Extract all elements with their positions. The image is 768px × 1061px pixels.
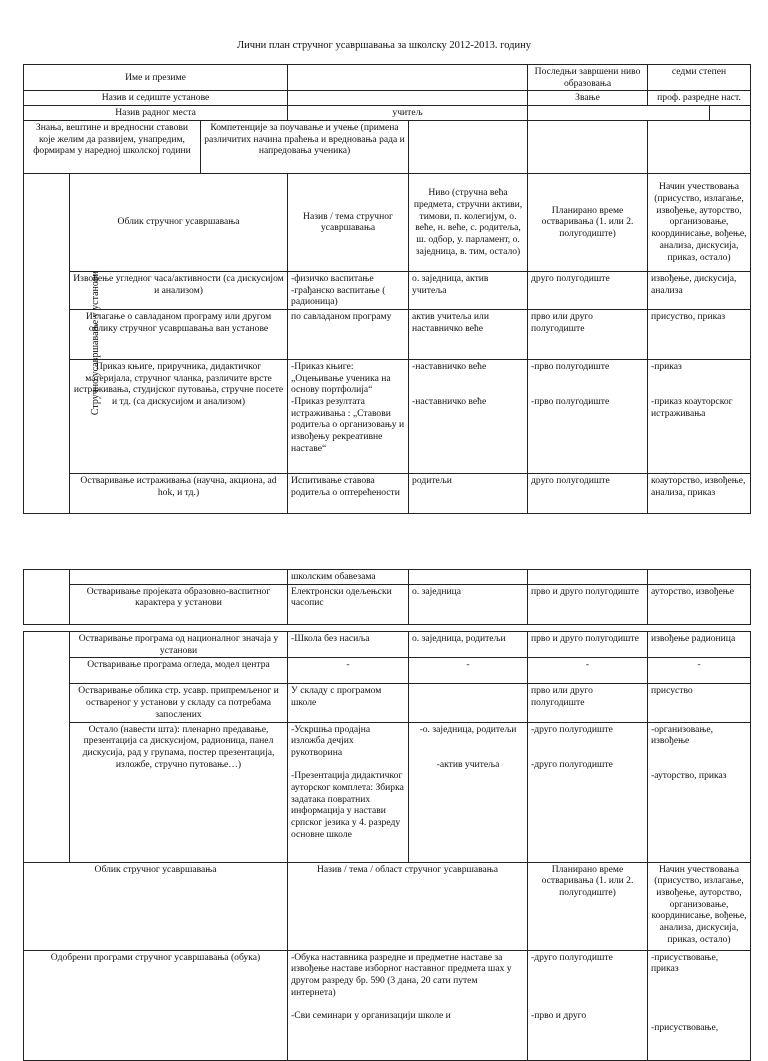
table-row bbox=[24, 570, 751, 585]
cell-topic: -Обука наставника разредне и предметне наставе за извођење наставе изборног наставног предмета шах у другом разреду бр. 590 (3 дана, 20 сати путем интернета) -Сви семинари у организацији школе и bbox=[288, 950, 528, 1060]
cell-mode bbox=[648, 570, 751, 585]
cell-time: -друго полугодиште -прво и друго bbox=[528, 950, 648, 1060]
cell-topic: - bbox=[288, 658, 409, 684]
workplace-extra bbox=[528, 106, 710, 121]
cell-time: -прво полугодиште -прво полугодиште bbox=[528, 359, 648, 473]
table-row bbox=[24, 684, 751, 722]
name-label: Име и презиме bbox=[24, 65, 288, 91]
side-cell-empty bbox=[24, 570, 70, 625]
col2-time-header: Планирано време остваривања (1. или 2. полугодиште) bbox=[528, 862, 648, 950]
table-row bbox=[24, 632, 751, 658]
table-row bbox=[24, 309, 751, 359]
last-education-value: седми степен bbox=[648, 65, 751, 91]
cell-level: о. заједница, актив учитеља bbox=[409, 271, 528, 309]
col-time-header: Планирано време остваривања (1. или 2. полугодиште) bbox=[528, 173, 648, 271]
cell-topic: по савладаном програму bbox=[288, 309, 409, 359]
title-value: проф. разредне наст. bbox=[648, 91, 751, 106]
skills-extra-3 bbox=[648, 120, 751, 173]
skills-extra-1 bbox=[409, 120, 528, 173]
cell-mode: коауторство, извођење, анализа, приказ bbox=[648, 473, 751, 513]
side-label-cell bbox=[24, 173, 101, 513]
cell-topic: -Школа без насиља bbox=[288, 632, 409, 658]
col-form-header: Облик стручног усавршавања bbox=[70, 173, 288, 271]
cell-level bbox=[409, 684, 528, 722]
cell-form: Излагање о савладаном програму или другом облику стручног усавршавања ван установе bbox=[70, 309, 288, 359]
cell-mode: ауторство, извођење bbox=[648, 584, 751, 624]
plan-table-2 bbox=[23, 569, 751, 625]
side-label: Стручно усавршавање у установи bbox=[89, 271, 101, 416]
competence-label: Компетенције за поучавање и учење (примена различитих начина праћења и вредновања рада и напредовања ученика) bbox=[201, 120, 409, 173]
col-topic-header: Назив / тема стручног усавршавања bbox=[288, 173, 409, 271]
cell-time: друго полугодиште bbox=[528, 473, 648, 513]
col2-mode-header: Начин учествовања (присуство, излагање, извођење, ауторство, организовање, координисање, вођење, анализа, дискусија, приказ, остало) bbox=[648, 862, 751, 950]
cell-form: Остваривање пројеката образовно-васпитног карактера у установи bbox=[70, 584, 288, 624]
skills-label: Знања, вештине и вредносни ставови које желим да развијем, унапредим, формирам у наредној школској години bbox=[24, 120, 201, 173]
cell-time: -друго полугодиште -друго полугодиште bbox=[528, 722, 648, 862]
cell-level: о. заједница bbox=[409, 584, 528, 624]
table-row bbox=[24, 950, 751, 1060]
cell-form: Приказ књиге, приручника, дидактичког материјала, стручног чланка, различите врсте истраживања, студијског путовања, стручне посете и тд. (са дискусијом и анализом) bbox=[70, 359, 288, 473]
cell-mode: -организовање, извођење -ауторство, приказ bbox=[648, 722, 751, 862]
workplace-value: учитељ bbox=[288, 106, 528, 121]
cell-form: Остваривање програма огледа, модел центра bbox=[70, 658, 288, 684]
cell-topic: Електронски одељењски часопис bbox=[288, 584, 409, 624]
cell-level: актив учитеља или наставничко веће bbox=[409, 309, 528, 359]
cell-topic: У складу с програмом школе bbox=[288, 684, 409, 722]
cell-mode: - bbox=[648, 658, 751, 684]
col2-topic-header: Назив / тема / област стручног усавршавања bbox=[288, 862, 528, 950]
cell-level bbox=[409, 570, 528, 585]
cell-time: - bbox=[528, 658, 648, 684]
cell-form: Остало (навести шта): пленарно предавање, презентација са дискусијом, радионица, панел дискусија, рад у групама, постер презентација, изложбе, стручно путовање…) bbox=[70, 722, 288, 862]
cell-time: друго полугодиште bbox=[528, 271, 648, 309]
cell-level: родитељи bbox=[409, 473, 528, 513]
cell-level: -наставничко веће -наставничко веће bbox=[409, 359, 528, 473]
workplace-extra-2 bbox=[710, 106, 751, 121]
col-mode-header: Начин учествовања (присуство, излагање, извођење, ауторство, организовање, координисање, вођење, анализа, дискусија, приказ, остало) bbox=[648, 173, 751, 271]
cell-topic: -физичко васпитање -грађанско васпитање ( радионица) bbox=[288, 271, 409, 309]
table-row bbox=[24, 658, 751, 684]
plan-table-1 bbox=[23, 64, 751, 514]
cell-level: - bbox=[409, 658, 528, 684]
side-cell-empty-2 bbox=[24, 632, 70, 863]
workplace-label: Назив радног места bbox=[24, 106, 288, 121]
cell-time: прво или друго полугодиште bbox=[528, 309, 648, 359]
cell-mode: присуство bbox=[648, 684, 751, 722]
cell-form: Остваривање облика стр. усавр. припремљеног и оствареног у установи у складу са потребама запослених bbox=[70, 684, 288, 722]
cell-time bbox=[528, 570, 648, 585]
cell-level: о. заједница, родитељи bbox=[409, 632, 528, 658]
plan-table-3 bbox=[23, 631, 751, 1061]
table-row bbox=[24, 473, 751, 513]
cell-mode: -приказ -приказ коауторског истраживања bbox=[648, 359, 751, 473]
cell-mode: -присуствовање, приказ -присуствовање, bbox=[648, 950, 751, 1060]
cell-mode: извођење радионица bbox=[648, 632, 751, 658]
col-level-header: Ниво (стручна већа предмета, стручни активи, тимови, п. колегијум, о. веће, н. веће, с. родитеља, ш. одбор, у. парламент, о. заједница, в. тим, остало) bbox=[409, 173, 528, 271]
cell-form: Остваривање програма од националног значаја у установи bbox=[70, 632, 288, 658]
school-label: Назив и седиште установе bbox=[24, 91, 288, 106]
cell-topic: школским обавезама bbox=[288, 570, 409, 585]
last-education-label: Последњи завршени ниво образовања bbox=[528, 65, 648, 91]
cell-time: прво или друго полугодиште bbox=[528, 684, 648, 722]
col2-form-header: Облик стручног усавршавања bbox=[24, 862, 288, 950]
cell-form: Извођење угледног часа/активности (са дискусијом и анализом) bbox=[70, 271, 288, 309]
cell-time: прво и друго полугодиште bbox=[528, 632, 648, 658]
cell-time: прво и друго полугодиште bbox=[528, 584, 648, 624]
cell-mode: извођење, дискусија, анализа bbox=[648, 271, 751, 309]
table-row bbox=[24, 359, 751, 473]
table-row bbox=[24, 584, 751, 624]
table-row bbox=[24, 722, 751, 862]
cell-topic: -Приказ књиге: „Оцењивање ученика на основу портфолија“ -Приказ резултата истраживања : „Ставови родитеља о организовању и извођењу рекреативне наставе“ bbox=[288, 359, 409, 473]
cell-topic: Испитивање ставова родитеља о оптерећености bbox=[288, 473, 409, 513]
cell-form bbox=[70, 570, 288, 585]
cell-form: Остваривање истраживања (научна, акциона, ad hok, и тд.) bbox=[70, 473, 288, 513]
cell-form: Одобрени програми стручног усавршавања (обука) bbox=[24, 950, 288, 1060]
cell-mode: присуство, приказ bbox=[648, 309, 751, 359]
document-title: Лични план стручног усавршавања за школску 2012-2013. годину bbox=[237, 40, 531, 51]
cell-topic: -Ускршња продајна изложба дечјих рукотворина -Презентација дидактичког ауторског комплета: Збирка задатака повратних информација у настави српског језика у 4. разреду основне школе bbox=[288, 722, 409, 862]
title-label: Звање bbox=[528, 91, 648, 106]
name-value bbox=[288, 65, 528, 91]
skills-extra-2 bbox=[528, 120, 648, 173]
cell-level: -о. заједница, родитељи -актив учитеља bbox=[409, 722, 528, 862]
school-value bbox=[288, 91, 528, 106]
table-row bbox=[24, 271, 751, 309]
